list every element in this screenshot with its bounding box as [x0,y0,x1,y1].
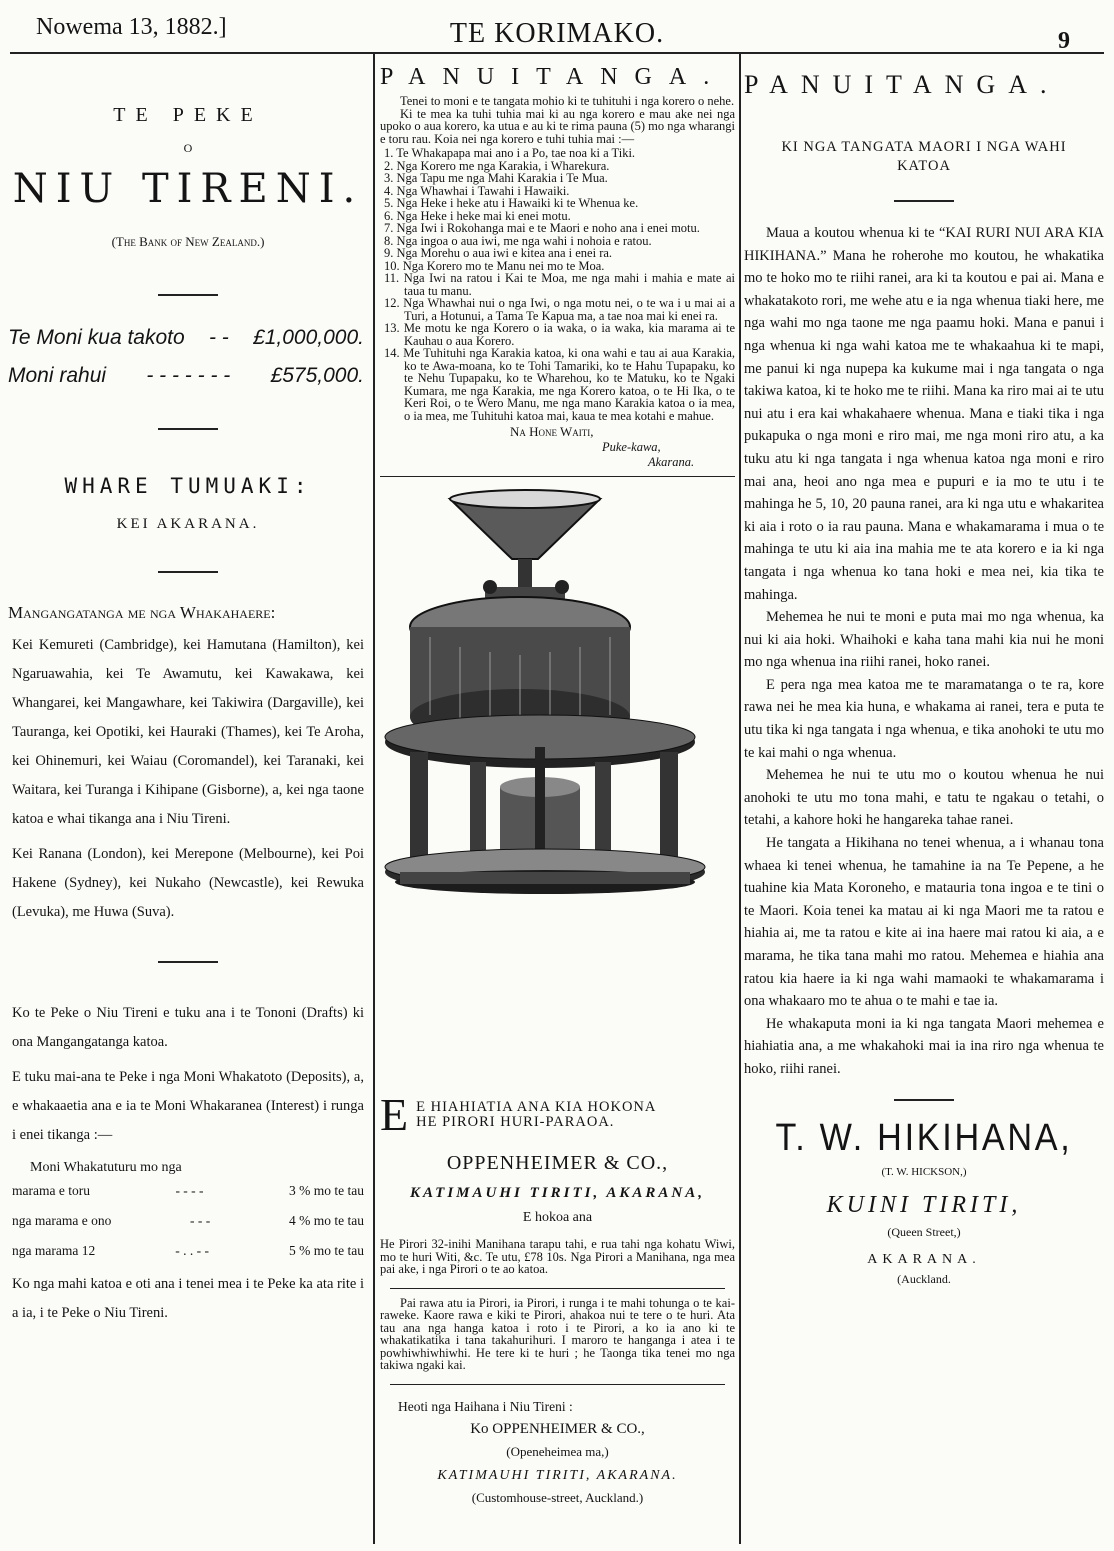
newspaper-title: TE KORIMAKO. [449,18,665,49]
divider-rule [158,294,218,296]
branches-heading: Mangangatanga me nga Whakahaere: [8,603,276,622]
surveyor-name: T. W. HIKIHANA, [775,1116,1073,1159]
surveyor-street-english: (Queen Street,) [887,1224,961,1239]
capital-row [8,326,368,350]
notice-paragraph-4: Mehemea he nui te utu mo o koutou whenua he nui anohoki te utu mo tona mahi, e tatu te ngakau o tetahi, o tetahi, a kahore hoki he hangareka tahae ranei. [744,767,1104,829]
reserve-value: £575,000. [270,364,364,387]
agent-street: KATIMAUHI TIRITI, AKARANA. [437,1467,678,1483]
list-item: 10. Nga Korero mo te Manu nei mo te Moa. [384,258,605,273]
notice-subheading: KI NGA TANGATA MAORI I NGA WAHI KATOA [781,139,1067,174]
bank-name: NIU TIRENI. [12,166,364,212]
surveyor-city: AKARANA. [867,1251,981,1267]
rate-row: nga marama 12 - . . - - 5 % mo te tau [12,1243,364,1258]
list-item: 9. Nga Morehu o aua iwi e kitea ana i enei ra. [384,246,613,260]
rates-table [8,1176,368,1266]
list-item: 6. Nga Heke i heke mai ki enei motu. [384,208,571,223]
bank-advert [8,60,368,1328]
list-item: 7. Nga Iwi i Rokohanga mai e te Maori e noho ana i enei motu. [384,221,700,235]
for-sale-label: E hokoa ana [522,1210,593,1225]
notice-paragraph-2: Mehemea he nui te moni e puta mai mo nga whenua, ka nui ki aia hoki. Whaihoki e kaha tana mahi kia nui he moni mo nga whenua ina riihi ranei, hoko ranei. [744,609,1104,671]
list-item: 5. Nga Heke i heke atu i Hawaiki ki te Whenua ke. [384,196,639,210]
mill-praise-text: Pai rawa atu ia Pirori, ia Pirori, i runga i te mahi tohunga o te kai-raweke. Kaore rawa e kiki te Pirori, ahakoa nui te tere o te huri. Ata tau ana nga hanga katoa i roto i te Pirori, a ko ia ano ki te whakatikatika i tana takahurihuri. I maroro te hanganga i atea i te powhiwhiwhiwhi. He tere ki te huri ; he Taonga tika tenei mo nga takiwa ngaki kai. [380,1295,735,1372]
company-street: KATIMAUHI TIRITI, AKARANA, [409,1185,705,1201]
divider-rule [158,428,218,430]
notice-topic-list [380,147,735,422]
surveyor-street: KUINI TIRITI, [826,1191,1022,1218]
reserve-dots: - - - - - - - [146,364,231,387]
page-number: 9 [1058,28,1070,54]
divider-rule [390,1288,725,1289]
surveyor-name-english: (T. W. HICKSON,) [881,1165,967,1178]
divider-rule [894,200,954,202]
drop-cap: E [380,1089,409,1140]
notice-paragraph-1: Maua a koutou whenua ki te “KAI RURI NUI ARA KIA HIKIHANA.” Mana he roherohe mo koutou, he whakatika mo te hoko mo te riihi ranei, ara ki ta koutou e pai ai. Mana e whakatakoto rori, me wehe atu e ia nga whenua tiaki here, me nga wahi mo nga taone me nga paamu hoki. Mana e panui i nga whenua ki nga wahi katoa me te whakaahua ki te mapi, me panui ki nga nupepa ka kukume mai i nga tangata o nga takiwa katoa, ki te hoko me te riihi. Mana ka riro mai ai te utu nui atu i era kai whakahaere whenua. Mana e tiaki tika i nga pukapuka o nga moni e riro mai, me nga moni riro atu, a ka tuku atu ki nga tangata i nga whenua katoa nga moni e riro mai ana, heoi ano nga mea e pupuri e ia mo te utu i te mahinga he 5, 10, 20 pauna ranei, ara ki nga utu e whakaritea ki aia i roto o ia rau pauna. Mana e whakamarama i mua o te mahinga te utu ki aia ina mahia me te ata korero e ia ki nga tangata i nga whenua ko tana hoki e mea nei, kia tika te mahinga. [744,225,1104,603]
list-item: 4. Nga Whawhai i Tawahi i Hawaiki. [384,183,570,198]
agents-label: Heoti nga Haihana i Niu Tireni : [398,1398,573,1414]
notice-paragraph-6: He whakaputa moni ia ki nga tangata Maori mehemea e hiahiatia ana, a me whakahoki mai ia ina riro nga whenua te hoko, riihi ranei. [744,1015,1104,1077]
reserve-label: Moni rahui [8,364,107,387]
mill-offer-text: He Pirori 32-inihi Manihana tarapu tahi, e rua tahi nga kohatu Wiwi, mo te huri Witi, &c. Te utu, £78 10s. Nga Pirori a Manihana, nga mea pai ake, i nga Pirori o te ao katoa. [380,1237,735,1276]
bank-title-line1: TE PEKE [113,104,263,126]
capital-dots: - - [208,326,229,349]
signature-place-1: Puke-kawa, [602,440,661,454]
mill-advert [380,1089,735,1506]
list-item: 8. Nga ingoa o aua iwi, me nga wahi i nohoia e ratou. [384,233,652,248]
divider-rule [158,571,218,573]
issue-date: Nowema 13, 1882.] [36,14,227,40]
rate-row: nga marama e ono - - - 4 % mo te tau [12,1213,364,1228]
header-rule [10,52,1104,54]
flour-mill-image [380,487,735,967]
list-item: 13. Me motu ke nga Korero o ia waka, o ia waka, kia marama ai te Kauhau o aua Korero. [384,321,735,348]
agent-company: Ko OPPENHEIMER & CO., [470,1420,645,1437]
reserve-row [8,364,368,388]
closing-text: Ko nga mahi katoa e oti ana i tenei mea i te Peke ka ata rite i a ia, i te Peke o Niu Tireni. [12,1276,364,1321]
list-item: 3. Nga Tapu me nga Mahi Karakia i Te Mua. [384,171,608,185]
divider-rule [158,961,218,963]
signature-place-2: Akarana. [648,455,695,469]
bank-name-english: (The Bank of New Zealand.) [111,234,265,249]
panuitanga-heading: PANUITANGA. [744,70,1060,99]
history-notice [380,60,735,649]
column-divider-2 [739,54,741,1544]
notice-paragraph-3: E pera nga mea katoa me te maramatanga o te ra, kore rawa nei he mea kia huna, e whakama ai ranei, tera e puta te utu tika ki nga tangata i nga whenua, e tika anohoki te utu mo te kai mahi o nga whenua. [744,676,1104,761]
notice-intro-2: Ki te mea ka tuhi tuhia mai ki au nga korero e mau ake nei nga upoko o aua korero, ka utua e au ki te rima pauna (5) mo nga wharangi e toru rau. Koia nei nga korero e tuhi tuhia mai :— [380,106,735,146]
headline-line-1: E HIAHIATIA ANA KIA HOKONA [416,1099,657,1115]
surveyor-city-english: (Auckland. [897,1271,951,1286]
notice-intro-1: Tenei to moni e te tangata mohio ki te tuhituhi i nga korero o nehe. [400,94,735,108]
capital-label: Te Moni kua takoto [8,326,185,349]
company-name: OPPENHEIMER & CO., [446,1152,669,1174]
divider-rule [894,1099,954,1101]
list-item: 14. Me Tuhituhi nga Karakia katoa, ki ona wahi e tau ai aua Karakia, ko te Awa-moana, ko te Tohi Tamariki, ko te Hahu Tupapaku, ko te Nehu Tupapaku, ko te Wharehou, ko te Matuku, ko te Ngaki Kumara, me nga Karakia, me nga Korero katoa, o te Hi Ika, o te Keri Roi, o te Wero Manu, me nga mano Karakia katoa o ia mea, o ia mea, me Tuhituhi katoa mai, kaua te mea kotahi e mahue. [384,346,735,423]
rates-heading: Moni Whakatuturu mo nga [30,1160,182,1175]
notice-heading: PANUITANGA. [380,64,727,90]
list-item: 12. Nga Whawhai nui o nga Iwi, o nga motu nei, o te wa i u mai ai a Turi, a Hotunui, a Tama Te Kapua ma, a tae noa mai ki enei ra. [384,296,735,323]
branches-nz: Kei Kemureti (Cambridge), kei Hamutana (Hamilton), kei Ngaruawahia, kei Te Awamutu, kei Kawakawa, kei Whangarei, kei Mangawhare, kei Takiwira (Dargaville), kei Tauranga, kei Opotiki, kei Hauraki (Thames), kei Te Aroha, kei Ohinemuri, kei Waiau (Coromandel), kei Taranaki, kei Waitara, kei Turanga i Kihipane (Gisborne), a, kei nga taone katoa e whai tikanga ana i Niu Tireni. [12,637,364,827]
agent-street-english: (Customhouse-street, Auckland.) [471,1489,644,1505]
notice-signature: Na Hone Waiti, [510,424,594,439]
agent-alt-name: (Openeheimea ma,) [506,1443,609,1459]
bank-title-line2: O [183,141,193,155]
list-item: 2. Nga Korero me nga Karakia, i Wharekura. [384,158,610,173]
deposits-text: E tuku mai-ana te Peke i nga Moni Whakatoto (Deposits), a, e whakaaetia ana e ia te Moni Whakaranea (Interest) i runga i enei tikanga :— [12,1069,364,1143]
mill-headline [380,1089,735,1140]
branches-abroad: Kei Ranana (London), kei Merepone (Melbourne), kei Poi Hakene (Sydney), kei Nukaho (Newcastle), kei Rewuka (Levuka), me Huwa (Suva). [12,846,364,920]
head-office-place: KEI AKARANA. [116,516,260,532]
column-divider-1 [373,54,375,1544]
divider-rule [380,476,735,477]
list-item: 11. Nga Iwi na ratou i Kai te Moa, me nga mahi i mahia e mate ai taua tu manu. [384,271,735,298]
drafts-text: Ko te Peke o Niu Tireni e tuku ana i te Tononi (Drafts) ki ona Mangangatanga katoa. [12,1005,364,1050]
list-item: 1. Te Whakapapa mai ano i a Po, tae noa ki a Tiki. [384,146,636,160]
notice-paragraph-5: He tangata a Hikihana no tenei whenua, a i whanau tona whaea ki tenei whenua, he tamahine ia na Te Pepene, a he tuahine kia Mata Koroneho, e matauria tona ingoa e te tini o te Maori. Koia tenei ka matau ai ki nga Maori me ta ratou e hiahia ai, me ta ratou e kite ai ina haere mai ratou ki aia, a e marama, he tika tana mahi mo ratou. Mehemea e hiahia ana ratou kia haere ia ki nga wahi mamaoki te whakamarama i ona whakaaro mo te ahua o te mahi e tae ia. [744,835,1104,1010]
rate-row: marama e toru - - - - 3 % mo te tau [12,1183,364,1198]
head-office-heading: WHARE TUMUAKI: [64,474,312,498]
mill-illustration [380,487,735,649]
headline-line-2: HE PIRORI HURI-PARAOA. [416,1114,615,1130]
surveyor-notice [744,60,1104,1287]
capital-value: £1,000,000. [253,326,364,349]
divider-rule [390,1384,725,1385]
